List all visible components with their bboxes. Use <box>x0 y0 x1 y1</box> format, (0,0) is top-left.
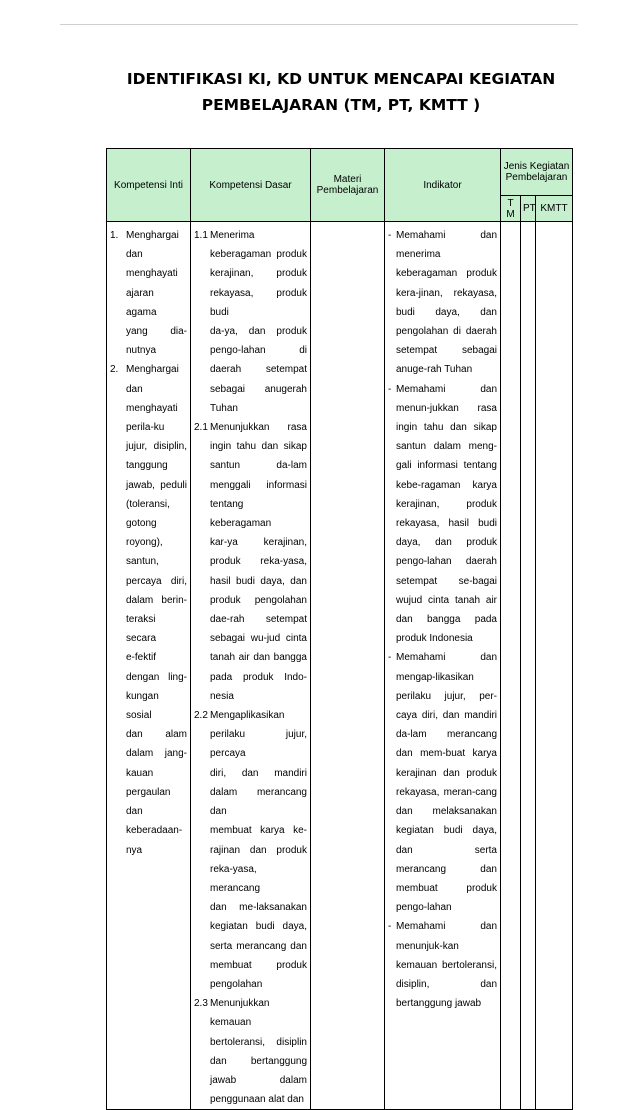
text-line: pada produk Indo- <box>210 671 307 683</box>
indikator-item-text <box>396 917 497 1013</box>
identification-table <box>106 148 573 1110</box>
text-line: jawab dalam <box>210 1074 307 1086</box>
pt-cell <box>521 222 536 1110</box>
text-line: daerah setempat <box>210 364 307 376</box>
text-line: kerajinan, produk <box>210 268 307 280</box>
text-line: dan melaksanakan <box>396 806 497 818</box>
text-line: wujud cinta tanah air <box>396 594 497 606</box>
text-line: keberagaman produk <box>210 249 307 261</box>
text-line: yang dia- <box>126 326 187 338</box>
text-line: tanah air dan bangga <box>210 652 307 664</box>
text-line: dan bangga pada <box>396 614 497 626</box>
text-line: kemauan <box>210 1017 252 1029</box>
text-line: sebagai wu-jud cinta <box>210 633 307 645</box>
text-line: membuat produk <box>210 959 307 971</box>
indikator-item <box>388 226 497 380</box>
text-line: rajinan dan produk <box>210 844 307 856</box>
text-line: setempat sebagai <box>396 345 497 357</box>
text-line: dalam merancang dan <box>210 786 307 818</box>
text-line: pengolahan <box>210 978 263 990</box>
text-line: Memahami dan <box>396 383 497 395</box>
header-tm: T M <box>501 196 521 222</box>
text-line: keberagaman produk <box>396 268 497 280</box>
text-line: ingin tahu dan sikap <box>210 441 307 453</box>
text-line: kungan sosial <box>126 690 159 722</box>
text-line: perilaku jujur, percaya <box>210 729 307 760</box>
text-line: kegiatan budi daya, <box>396 825 497 837</box>
text-line: produk pengolahan <box>210 594 307 606</box>
text-line: hasil budi daya, dan <box>210 575 307 587</box>
indikator-item-marker: - <box>388 652 392 664</box>
text-line: membuat karya ke- <box>210 825 307 837</box>
text-line: kauan <box>126 767 154 779</box>
text-line: daya, dan produk <box>396 537 497 549</box>
text-line: menun-jukkan rasa <box>396 402 497 414</box>
kompetensi-dasar-cell <box>191 222 311 1110</box>
text-line: ingin tahu dan sikap <box>396 422 497 434</box>
text-line: Menerima <box>210 230 255 241</box>
text-line: Menunjukkan rasa <box>210 422 307 434</box>
text-line: merancang dan <box>396 863 497 875</box>
text-line: tentang keberagaman <box>210 498 272 530</box>
text-line: budi daya, dan <box>396 306 497 318</box>
kd-item-marker: 1.1 <box>194 230 208 241</box>
text-line: menghayati <box>126 402 178 414</box>
text-line: dan serta <box>396 844 497 856</box>
text-line: kegiatan budi daya, <box>210 921 307 933</box>
kd-item-marker: 2.2 <box>194 710 208 722</box>
text-line: dan alam <box>126 729 187 741</box>
header-kompetensi-dasar: Kompetensi Dasar <box>191 149 311 222</box>
text-line: royong), <box>126 537 163 549</box>
text-line: jawab, peduli <box>126 479 187 491</box>
text-line: jujur, disiplin, <box>126 441 187 453</box>
text-line: dae-rah setempat <box>210 614 307 626</box>
text-line: dengan ling- <box>126 671 187 683</box>
text-line: gotong <box>126 518 157 530</box>
indikator-item <box>388 648 497 917</box>
header-materi: Materi Pembelajaran <box>311 149 385 222</box>
text-line: pengo-lahan di <box>210 345 307 357</box>
text-line: sebagai anugerah <box>210 383 307 395</box>
text-line: rekayasa, hasil budi <box>396 518 497 530</box>
text-line: da-lam merancang <box>396 729 497 741</box>
kmtt-cell <box>536 222 573 1110</box>
text-line: produk reka-yasa, <box>210 556 307 568</box>
text-line: menunjuk-kan <box>396 940 459 952</box>
text-line: percaya diri, <box>126 575 187 587</box>
indikator-cell <box>385 222 501 1110</box>
text-line: e-fektif <box>126 652 157 664</box>
indikator-item-text <box>396 380 497 649</box>
tm-cell <box>501 222 521 1110</box>
text-line: produk Indonesia <box>396 633 473 645</box>
text-line: dan mem-buat karya <box>396 748 497 760</box>
text-line: kar-ya kerajinan, <box>210 537 307 549</box>
text-line: perilaku jujur, per- <box>396 690 497 702</box>
text-line: bertoleransi, disiplin <box>210 1036 307 1048</box>
title-line-2: PEMBELAJARAN (TM, PT, KMTT ) <box>201 96 481 114</box>
indikator-item <box>388 917 497 1013</box>
text-line: Memahami dan <box>396 921 497 933</box>
text-line: menggali informasi <box>210 479 307 491</box>
text-line: Tuhan <box>210 402 238 414</box>
text-line: teraksi secara <box>126 614 157 645</box>
indikator-item <box>388 380 497 649</box>
ki-item-marker: 2. <box>110 364 119 376</box>
text-line: Mengaplikasikan <box>210 710 285 722</box>
text-line: (toleransi, <box>126 498 170 510</box>
materi-cell <box>311 222 385 1110</box>
text-line: kebe-ragaman karya <box>396 479 497 491</box>
text-line: bertanggung jawab <box>396 998 482 1010</box>
kd-item <box>194 226 307 418</box>
text-line: pergaulan dan <box>126 786 171 818</box>
indikator-item-text <box>396 648 497 917</box>
indikator-item-marker: - <box>388 230 392 241</box>
text-line: dalam berin- <box>126 594 187 606</box>
header-kompetensi-inti: Kompetensi Inti <box>107 149 191 222</box>
header-jenis-kegiatan: Jenis Kegiatan Pembelajaran <box>501 149 573 196</box>
text-line: mengap-likasikan <box>396 671 474 683</box>
text-line: santun dalam meng- <box>396 441 497 453</box>
text-line: ajaran agama <box>126 287 157 318</box>
ki-item-text <box>126 360 187 859</box>
indikator-item-text <box>396 226 497 380</box>
text-line: Menghargai <box>126 364 179 376</box>
text-line: Menghargai <box>126 230 179 241</box>
text-line: kera-jinan, rekayasa, <box>396 287 497 299</box>
text-line: rekayasa, meran-cang <box>396 786 497 798</box>
text-line: Menunjukkan <box>210 998 270 1010</box>
kd-item <box>194 418 307 706</box>
text-line: dan <box>126 383 143 395</box>
text-line: serta merancang dan <box>210 940 307 952</box>
text-line: disiplin, dan <box>396 978 497 990</box>
text-line: dan me-laksanakan <box>210 902 307 914</box>
text-line: nesia <box>210 690 234 702</box>
text-line: da-ya, dan produk <box>210 326 307 338</box>
text-line: santun da-lam <box>210 460 307 472</box>
text-line: pengolahan di daerah <box>396 326 497 338</box>
text-line: kerajinan dan produk <box>396 767 497 779</box>
text-line: penggunaan alat dan <box>210 1094 304 1106</box>
kd-item-text <box>210 706 307 994</box>
text-line: perila-ku <box>126 422 165 434</box>
top-rule <box>60 24 578 25</box>
kd-item-text <box>210 226 307 418</box>
ki-item-marker: 1. <box>110 230 119 241</box>
kompetensi-inti-cell <box>107 222 191 1110</box>
kd-item-marker: 2.3 <box>194 998 208 1010</box>
text-line: dalam jang- <box>126 748 187 760</box>
header-pt: PT <box>521 196 536 222</box>
kd-item-marker: 2.1 <box>194 422 208 434</box>
kd-item <box>194 706 307 994</box>
text-line: Memahami dan <box>396 652 497 664</box>
text-line: rekayasa, produk budi <box>210 287 307 318</box>
text-line: anuge-rah Tuhan <box>396 364 473 376</box>
document-title <box>100 66 582 118</box>
text-line: setempat se-bagai <box>396 575 497 587</box>
text-line: Memahami dan <box>396 230 497 241</box>
text-line: keberadaan- <box>126 825 183 837</box>
header-indikator: Indikator <box>385 149 501 222</box>
text-line: menghayati <box>126 268 178 280</box>
indikator-item-marker: - <box>388 921 392 933</box>
text-line: dan bertanggung <box>210 1055 307 1067</box>
text-line: diri, dan mandiri <box>210 767 307 779</box>
ki-item <box>110 360 187 859</box>
text-line: kemauan bertoleransi, <box>396 959 497 971</box>
text-line: nutnya <box>126 345 157 357</box>
text-line: reka-yasa, merancang <box>210 863 261 894</box>
header-kmtt: KMTT <box>536 196 573 222</box>
kd-item-text <box>210 418 307 706</box>
ki-item <box>110 226 187 360</box>
text-line: pengo-lahan <box>396 902 452 914</box>
text-line: dan <box>126 249 143 261</box>
text-line: caya diri, dan mandiri <box>396 710 497 722</box>
text-line: santun, <box>126 556 159 568</box>
text-line: nya <box>126 844 143 856</box>
kd-item-text <box>210 994 307 1109</box>
text-line: tanggung <box>126 460 168 472</box>
indikator-item-marker: - <box>388 383 392 395</box>
text-line: kerajinan, produk <box>396 498 497 510</box>
kd-item <box>194 994 307 1109</box>
ki-item-text <box>126 226 187 360</box>
text-line: pengo-lahan daerah <box>396 556 497 568</box>
text-line: gali informasi tentang <box>396 460 497 472</box>
text-line: membuat produk <box>396 882 497 894</box>
title-line-1: IDENTIFIKASI KI, KD UNTUK MENCAPAI KEGIATAN <box>126 70 556 88</box>
text-line: menerima <box>396 249 441 261</box>
